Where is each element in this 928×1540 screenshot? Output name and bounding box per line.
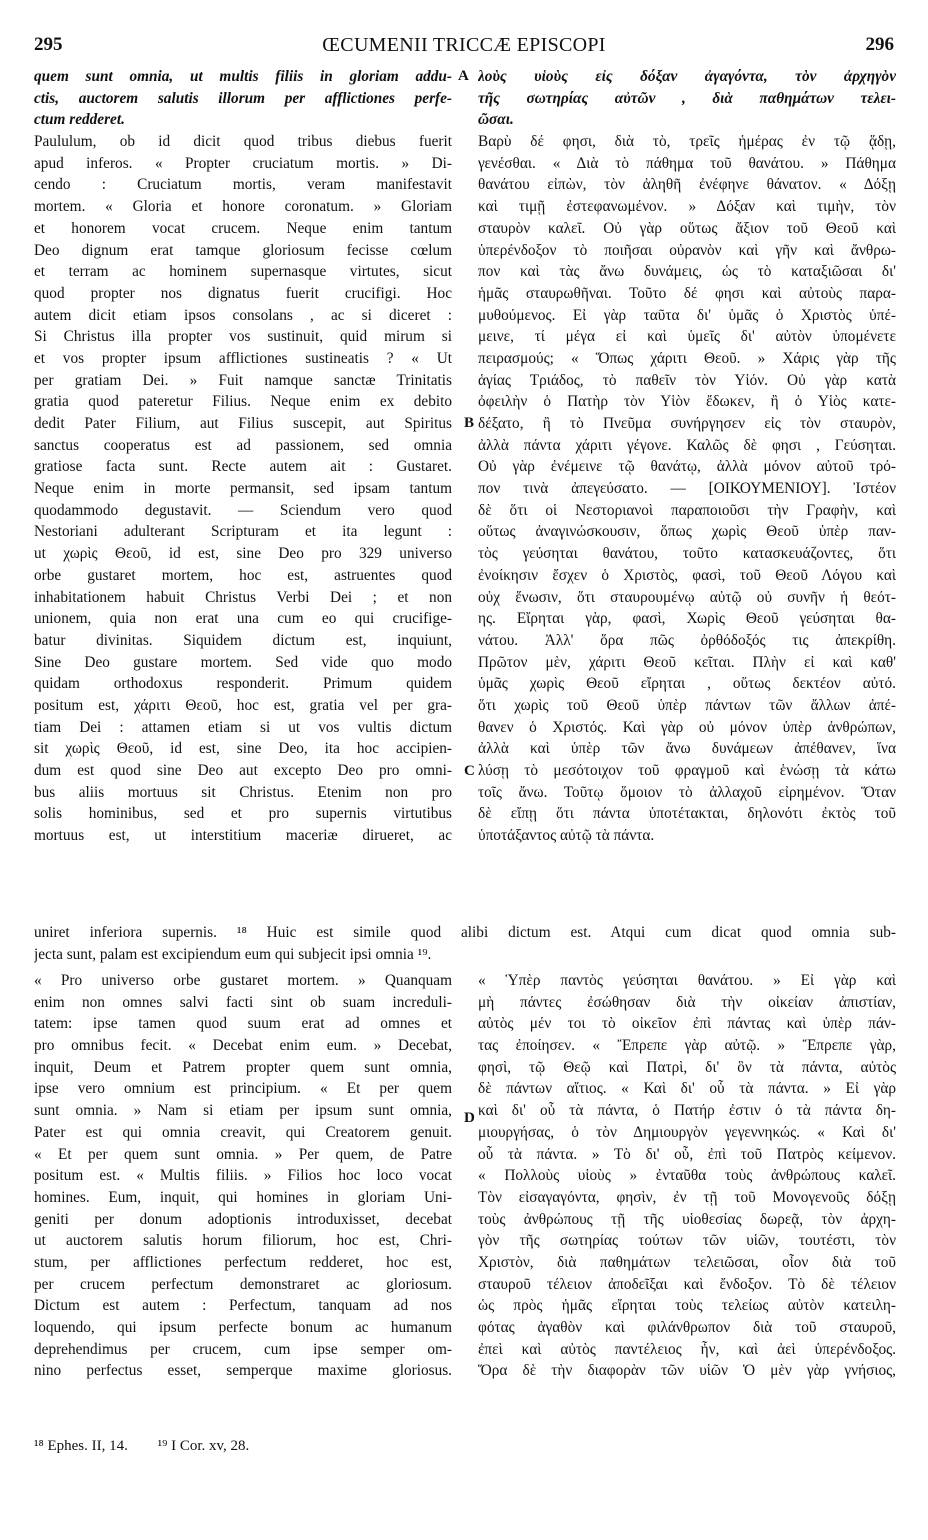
latin-line: gratia quod pateretur Filius. Neque enim ex debito xyxy=(34,393,452,411)
greek-line: ἐπεὶ καὶ αὐτὸς παντέλειος ἦν, καὶ ἀεὶ ὑπερένδοξος. xyxy=(478,1340,896,1358)
latin-line: ipse vero omnium est principium. « Et per quem xyxy=(34,1080,452,1098)
latin-line: Deo dignum erat tamque gloriosum fecisse cœlum xyxy=(34,241,452,259)
latin-line: et vos propter ipsum afflictiones sustineatis ? « Ut xyxy=(34,349,452,367)
margin-mark-c: C xyxy=(464,763,475,779)
latin-line: orbe gustaret mortem, hoc est, astruentes quod xyxy=(34,566,452,584)
greek-line: θανάτου εἰπὼν, τὸν ἀληθῆ ἐνέφηνε θάνατον. « Δόξῃ xyxy=(478,176,896,194)
latin-line: autem dicit etiam ipsos consolans , ac si diceret : xyxy=(34,306,452,324)
latin-line: nino perfectus esset, semperque maxime gloriosus. xyxy=(34,1362,452,1380)
latin-line: pro omnibus fecit. « Decebat enim eum. » Decebat, xyxy=(34,1037,452,1055)
latin-line: per crucem perfectum demonstraret ac gloriosum. xyxy=(34,1275,452,1293)
greek-line: « Πολλοὺς υἱοὺς » ἐνταῦθα τοὺς ἀνθρώπους καλεῖ. xyxy=(478,1167,896,1185)
greek-line: « Ὑπὲρ παντὸς γεύσηται θανάτου. » Εἰ γὰρ καὶ xyxy=(478,972,896,989)
greek-line: δὲ εἴπῃ ὅτι πάντα ὑποτέτακται, δηλονότι ἐκτὸς τοῦ xyxy=(478,805,896,823)
greek-line: φησὶ, τῷ Θεῷ καὶ Πατρὶ, δι' ὃν τὰ πάντα, αὐτὸς xyxy=(478,1058,896,1076)
greek-line: ἁγίας Τριάδος, τὸ παθεῖν τὸν Υἱόν. Οὐ γὰρ κατὰ xyxy=(478,371,896,389)
latin-line: ut χωρὶς Θεοῦ, id est, sine Deo pro 329 universo xyxy=(34,545,452,563)
latin-line: cendo : Cruciatum mortis, veram manifestavit xyxy=(34,176,452,194)
greek-column-upper xyxy=(478,66,896,847)
latin-line: dum est quod sine Deo aut excepto Deo pro omni- xyxy=(34,762,452,779)
latin-line: solis hominibus, sed et pro supernis virtutibus xyxy=(34,805,452,823)
greek-line: μιουργήσας, ὁ τὸν Δημιουργὸν γεγεννηκώς. « Καὶ δι' xyxy=(478,1123,896,1141)
greek-line: οὐχ ἕνωσιν, ὅτι σταυρουμένῳ αὐτῷ οὐ συνῆν ἡ θεότ- xyxy=(478,588,896,606)
latin-line: Nestoriani adulterant Scripturam et ita legunt : xyxy=(34,523,452,541)
latin-line: Dictum est autem : Perfectum, tanquam ad nos xyxy=(34,1297,452,1315)
latin-line: tiam Dei : attamen etiam si ut vos vultis dictum xyxy=(34,718,452,736)
greek-line: γενέσθαι. « Διὰ τὸ πάθημα τοῦ θανάτου. » Πάθημα xyxy=(478,154,896,172)
latin-line: mortuus est, ut interstitium maceriæ dirueret, ac xyxy=(34,827,452,845)
greek-line: δὲ πάντων αἴτιος. « Καὶ δι' οὗ τὰ πάντα. » Εἰ γὰρ xyxy=(478,1080,896,1098)
latin-line: Sine Deo gustare mortem. Sed vide quo modo xyxy=(34,653,452,671)
greek-line: ἀλλὰ πάντα χάριτι γέγονε. Καλῶς δὲ φησι , Γεύσηται. xyxy=(478,436,896,454)
latin-line: Pater est qui omnia creavit, qui Creatorem genuit. xyxy=(34,1123,452,1141)
greek-line: ἀλλὰ καὶ ὑπὲρ τῶν ἄνω δυνάμεων ἀπέθανεν, ἵνα xyxy=(478,740,896,758)
greek-line: λοὺς υἱοὺς εἰς δόξαν ἀγαγόντα, τὸν ἀρχηγὸν xyxy=(478,68,896,85)
latin-line: sunt omnia. » Nam si etiam per ipsum sunt omnia, xyxy=(34,1102,452,1120)
running-header xyxy=(34,34,894,60)
margin-mark-a: A xyxy=(458,68,469,84)
latin-line: batur divinitas. Siquidem dictum est, inquiunt, xyxy=(34,631,452,649)
latin-line: stum, per afflictiones perfectum redderet, hoc est, xyxy=(34,1253,452,1271)
greek-line: τοὺς ἀνθρώπους τῇ τῆς υἱοθεσίας δωρεᾷ, τὸν ἀρχη- xyxy=(478,1210,896,1228)
latin-line: Si Christus illa propter vos sustinuit, quid mirum si xyxy=(34,328,452,346)
greek-line: ὑπερένδοξον τὸ ποιῆσαι οὐρανὸν καὶ γῆν καὶ ἄνθρω- xyxy=(478,241,896,259)
latin-line: mortem. « Gloria et honore coronatum. » Gloriam xyxy=(34,198,452,216)
margin-mark-b: B xyxy=(464,415,475,431)
latin-line: ctum redderet. xyxy=(34,111,125,129)
full-line: uniret inferiora supernis. ¹⁸ Huic est simile quod alibi dictum est. Atqui cum dicat quod omnia sub- xyxy=(34,924,896,941)
latin-line: ctis, auctorem salutis illorum per afflictiones perfe- xyxy=(34,89,452,107)
latin-line: dedit Pater Filium, aut Filius suscepit, aut Spiritus xyxy=(34,415,452,432)
footnote: ¹⁹ I Cor. xv, 28. xyxy=(157,1438,250,1454)
latin-column-lower xyxy=(34,970,452,1382)
greek-line: λύσῃ τὸ μεσότοιχον τοῦ φραγμοῦ καὶ ἑνώσῃ τὰ κάτω xyxy=(478,762,896,779)
latin-line: loquendo, qui ipsum perfecte bonum ac humanum xyxy=(34,1319,452,1336)
page-number-right: 296 xyxy=(865,34,894,55)
greek-line: φότας ἀγαθὸν καὶ φιλάνθρωπον διὰ τοῦ σταυροῦ, xyxy=(478,1319,896,1336)
greek-line: δέξατο, ἢ τὸ Πνεῦμα συνήργησεν εἰς τὸν σταυρὸν, xyxy=(478,415,896,432)
latin-line: sit χωρὶς Θεοῦ, id est, sine Deo, ita hoc accipien- xyxy=(34,740,452,758)
greek-line: ῶσαι. xyxy=(478,111,514,129)
greek-line: οὕτως ἀναγινώσκουσιν, ὅπως χωρὶς Θεοῦ ὑπὲρ παν- xyxy=(478,523,896,541)
latin-line: homines. Eum, inquit, qui homines in gloriam Uni- xyxy=(34,1188,452,1206)
greek-line: ὀφειλὴν ὁ Πατὴρ τὸν Υἱὸν ἔδωκεν, ἢ ὁ Υἱὸς κατε- xyxy=(478,393,896,411)
greek-line: Χριστὸν, διὰ παθημάτων τελειῶσαι, οἷον διὰ τοῦ xyxy=(478,1253,896,1271)
greek-line: τῆς σωτηρίας αὐτῶν , διὰ παθημάτων τελει- xyxy=(478,89,896,107)
greek-line: σταυροῦ τέλειον ἀποδεῖξαι καὶ ἔνδοξον. Τὸ δὲ τέλειον xyxy=(478,1275,896,1293)
greek-line: Πρῶτον μὲν, χάριτι Θεοῦ κεῖται. Πλὴν εἰ καὶ καθ' xyxy=(478,653,896,671)
latin-line: « Pro universo orbe gustaret mortem. » Quanquam xyxy=(34,972,452,989)
footnotes xyxy=(34,1438,275,1455)
greek-line: θανεν ὁ Χριστός. Καὶ γὰρ οὐ μόνον ὑπὲρ ἀνθρώπων, xyxy=(478,718,896,736)
greek-line: μὴ πάντες ἐσώθησαν διὰ τὴν οἰκείαν ἀπιστίαν, xyxy=(478,993,896,1011)
latin-line: et honorem vocat crucem. Neque enim tantum xyxy=(34,219,452,237)
greek-line: πον καὶ τὰς ἄνω δυνάμεις, ὡς τὸ καταξιῶσαι δι' xyxy=(478,263,896,281)
greek-line: δὲ ὅτι οἱ Νεστοριανοὶ παραποιοῦσι τὴν Γραφὴν, καὶ xyxy=(478,501,896,519)
latin-line: quidam orthodoxus responderit. Primum quidem xyxy=(34,675,452,693)
greek-line: ἡμᾶς σταυρωθῆναι. Τοῦτο δέ φησι καὶ αὐτοὺς παρα- xyxy=(478,284,896,302)
greek-line: ὑμᾶς χωρὶς Θεοῦ εἴρηται , οὕτως δεκτέον αὐτό. xyxy=(478,675,896,693)
latin-line: tatem: ipse tamen quod suum erat ad omnes et xyxy=(34,1015,452,1033)
latin-line: positum est, χάριτι Θεοῦ, hoc est, gratia vel per gra- xyxy=(34,696,452,714)
full-line: jecta sunt, palam est excipiendum eum qui subjecit ipsi omnia ¹⁹. xyxy=(34,945,432,963)
greek-line: ης. Εἴρηται γὰρ, φασὶ, Χωρὶς Θεοῦ γεύσηται θα- xyxy=(478,610,896,628)
latin-line: Neque enim in morte permansit, sed ipsam tantum xyxy=(34,480,452,498)
latin-line: gratiose facta sunt. Recte autem ait : Gustaret. xyxy=(34,458,452,476)
latin-line: inhabitationem habuit Christus Verbi Dei ; et non xyxy=(34,588,452,606)
greek-line: ὑποτάξαντος αὐτῷ τὰ πάντα. xyxy=(478,827,655,845)
greek-line: Βαρὺ δέ φησι, διὰ τὸ, τρεῖς ἡμέρας ἐν τῷ ᾅδῃ, xyxy=(478,133,896,151)
greek-line: καὶ τιμῇ ἐστεφανωμένον. » Δόξαν καὶ τιμὴν, τὸν xyxy=(478,198,896,216)
greek-line: πον τινὰ ἀπεγεύσατο. — [ΟΙΚΟΥΜΕΝΙΟΥ]. Ἰστέον xyxy=(478,480,896,498)
greek-line: τας ἐποίησεν. « Ἔπρεπε γὰρ αὐτῷ. » Ἔπρεπε γὰρ, xyxy=(478,1037,896,1055)
greek-column-lower xyxy=(478,970,896,1382)
latin-line: inquit, Deum et Patrem propter quem sunt omnia, xyxy=(34,1058,452,1076)
page-number-left: 295 xyxy=(34,34,63,55)
greek-line: αὐτὸς μέν τοι τὸ οἰκεῖον ἐπὶ πάντας καὶ ὑπὲρ πάν- xyxy=(478,1015,896,1033)
margin-mark-d: D xyxy=(464,1110,475,1126)
greek-line: νάτου. Ἀλλ' ὅρα πῶς ὀρθόδοξός τις ἀπεκρίθη. xyxy=(478,631,896,649)
greek-line: οὗ τὰ πάντα. » Τὸ δι' οὗ, ἐπὶ τοῦ Πατρὸς κείμενον. xyxy=(478,1145,896,1163)
greek-line: καὶ δι' οὗ τὰ πάντα, ὁ Πατήρ ἐστιν ὁ τὰ πάντα δη- xyxy=(478,1102,896,1120)
greek-line: ἐνοίκησιν ἔσχεν ὁ Χριστὸς, φασὶ, τοῦ Θεοῦ Λόγου καὶ xyxy=(478,566,896,584)
latin-line: quem sunt omnia, ut multis filiis in gloriam addu- xyxy=(34,68,452,85)
latin-line: bus aliis mortuus sit Christus. Etenim non pro xyxy=(34,783,452,801)
greek-line: πειρασμούς; « Ὅπως χάριτι Θεοῦ. » Χάρις γὰρ τῆς xyxy=(478,349,896,367)
greek-line: τοῖς ἄνω. Τοῦτῳ ὅμοιον τὸ ἀλλαχοῦ εἰρημένον. Ὅταν xyxy=(478,783,896,801)
latin-line: per gratiam Dei. » Fuit namque sanctæ Trinitatis xyxy=(34,371,452,389)
running-title: ŒCUMENII TRICCÆ EPISCOPI xyxy=(322,34,606,56)
greek-line: ὅτι χωρὶς τοῦ Θεοῦ ὑπὲρ πάντων τῶν ἄλλων ἀπέ- xyxy=(478,696,896,714)
greek-line: Τὸν εἰσαγαγόντα, φησὶν, ἐν τῇ τοῦ Μονογενοῦς δόξῃ xyxy=(478,1188,896,1206)
full-width-text xyxy=(34,922,896,965)
latin-line: deprehendimus per crucem, cum ipse semper om- xyxy=(34,1340,452,1358)
latin-line: Paululum, ob id dicit quod tribus diebus fuerit xyxy=(34,133,452,151)
latin-column-upper xyxy=(34,66,452,847)
latin-line: unionem, quia non erat una cum eo qui crucifige- xyxy=(34,610,452,628)
latin-line: « Et per quem sunt omnia. » Per quem, de Patre xyxy=(34,1145,452,1163)
greek-line: μυθούμενος. Εἰ γὰρ ταῦτα δι' ὑμᾶς ὁ Χριστὸς ὑπέ- xyxy=(478,306,896,324)
latin-line: apud inferos. « Propter cruciatum mortis. » Di- xyxy=(34,154,452,172)
latin-line: positum est. « Multis filiis. » Filios hoc loco vocat xyxy=(34,1167,452,1185)
greek-line: μεινε, τί μέγα εἰ καὶ ὑμεῖς δι' αὐτὸν ὑπομένετε xyxy=(478,328,896,346)
footnote: ¹⁸ Ephes. II, 14. xyxy=(34,1438,128,1454)
greek-line: τὸς γεύσηται θανάτου, τοῦτο κατασκευάζοντες, ὅτι xyxy=(478,545,896,563)
greek-line: γὸν τῆς σωτηρίας τούτων τῶν υἱῶν, τουτέστι, τὸν xyxy=(478,1232,896,1250)
latin-line: sanctus cooperatus est ad passionem, sed omnia xyxy=(34,436,452,454)
latin-line: et terram ac hominem supernasque virtutes, sicut xyxy=(34,263,452,281)
latin-line: enim non omnes salvi facti sint ob suam increduli- xyxy=(34,993,452,1011)
latin-line: ut auctorem salutis horum filiorum, hoc est, Chri- xyxy=(34,1232,452,1250)
greek-line: ὡς πρὸς ἡμᾶς εἴρηται τοὺς τελείως αὐτὸν κατειλη- xyxy=(478,1297,896,1315)
greek-line: Ὅρα δὲ τὴν διαφορὰν τῶν υἱῶν Ὁ μὲν γὰρ γνήσιος, xyxy=(478,1362,896,1380)
greek-line: Οὐ γὰρ ἐνέμεινε τῷ θανάτῳ, ἀλλὰ μόνον αὐτοῦ τρό- xyxy=(478,458,896,476)
latin-line: quod propter nos dignatus fuerit crucifigi. Hoc xyxy=(34,284,452,302)
latin-line: quodammodo degustavit. — Sciendum vero quod xyxy=(34,501,452,519)
greek-line: σταυρὸν καλεῖ. Οὐ γὰρ οὕτως ἄξιον τοῦ Θεοῦ καὶ xyxy=(478,219,896,237)
latin-line: geniti per donum adoptionis introduxisset, decebat xyxy=(34,1210,452,1228)
